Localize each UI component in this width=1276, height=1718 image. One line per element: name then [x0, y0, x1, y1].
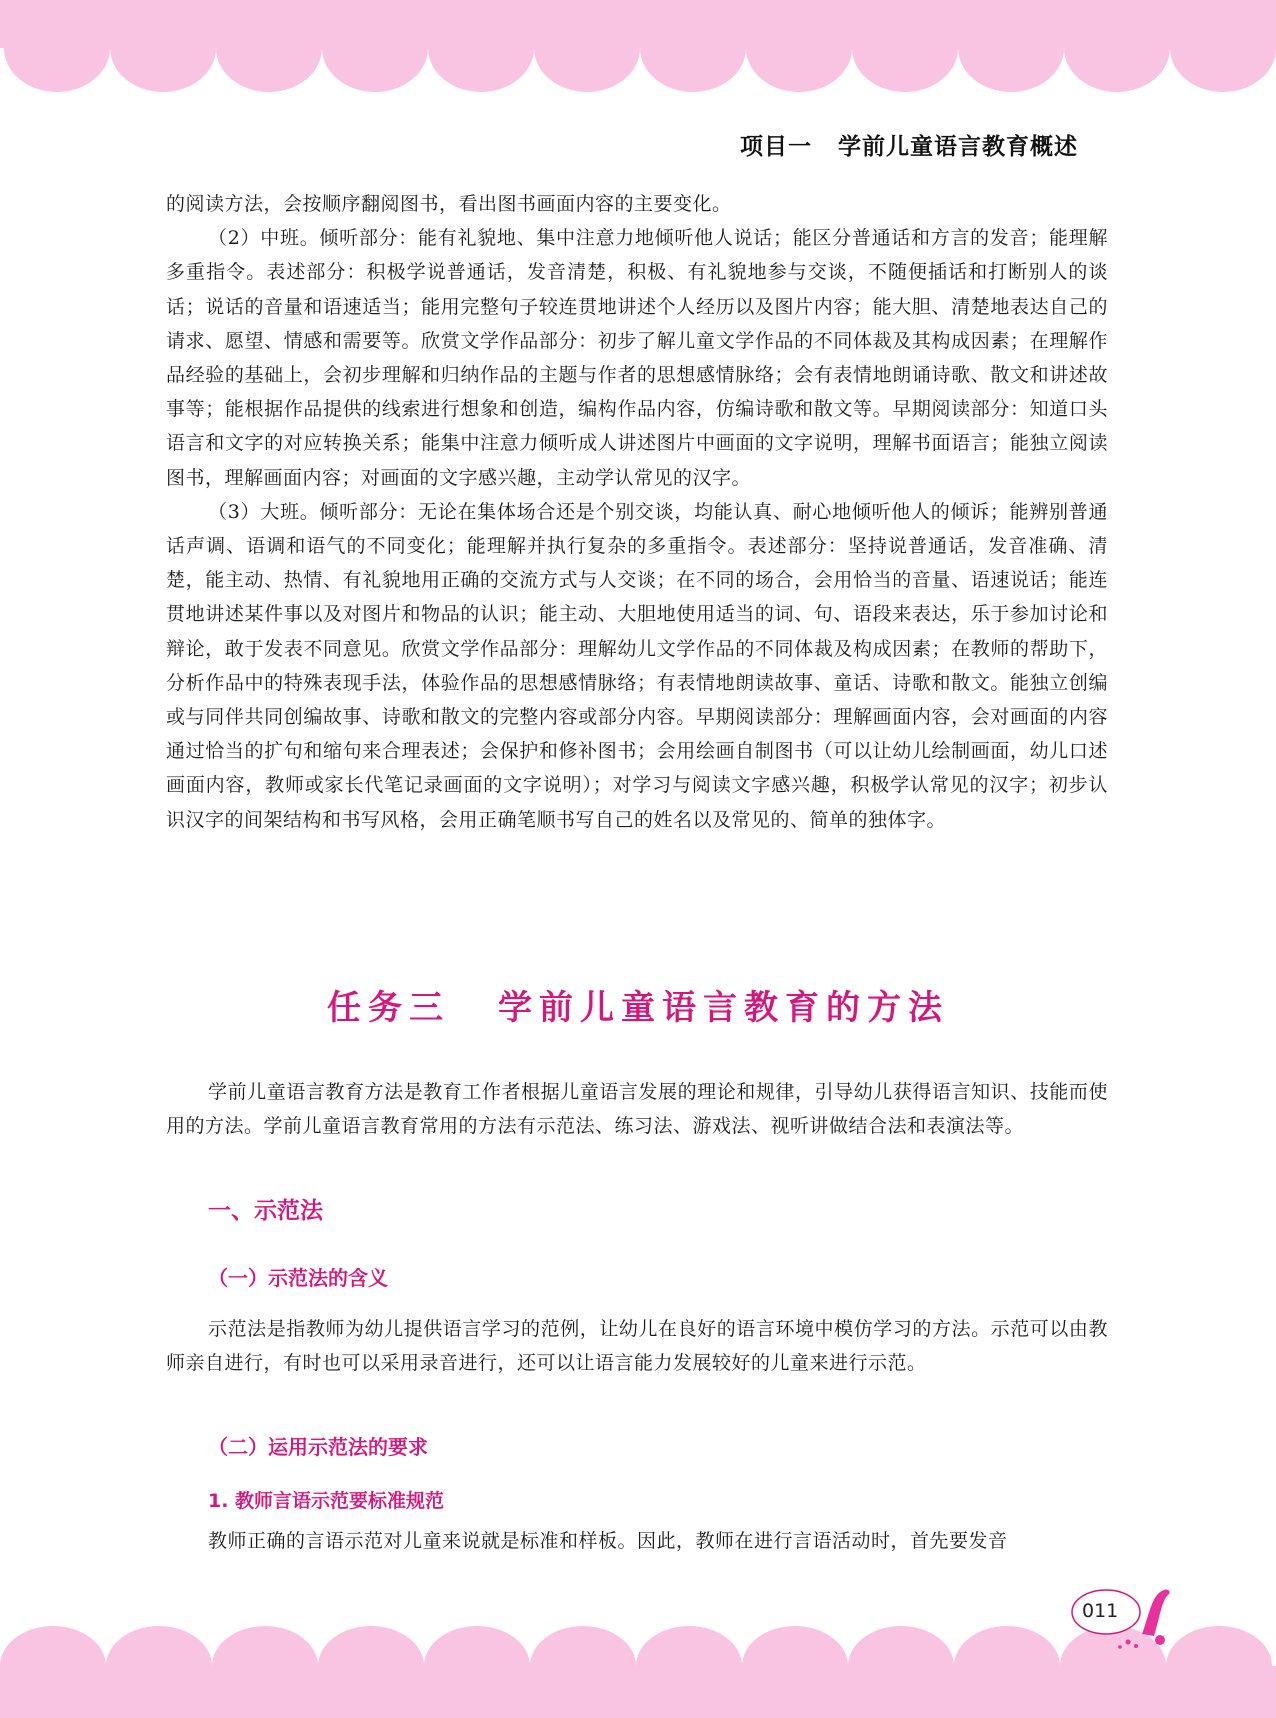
section-intro	[166, 1075, 1108, 1143]
meaning-paragraph: 示范法是指教师为幼儿提供语言学习的范例，让幼儿在良好的语言环境中模仿学习的方法。示范可以由教师亲自进行，有时也可以采用录音进行，还可以让语言能力发展较好的儿童来进行示范。	[166, 1318, 1108, 1375]
middle-class-paragraph: （2）中班。倾听部分：能有礼貌地、集中注意力地倾听他人说话；能区分普通话和方言的发音；能理解多重指令。表述部分：积极学说普通话，发音清楚，积极、有礼貌地参与交谈，不随便插话和打断别人的谈话；说话的音量和语速适当；能用完整句子较连贯地讲述个人经历以及图片内容；能大胆、清楚地表达自己的请求、愿望、情感和需要等。欣赏文学作品部分：初步了解儿童文学作品的不同体裁及其构成因素；在理解作品经验的基础上，会初步理解和归纳作品的主题与作者的思想感情脉络；会有表情地朗诵诗歌、散文和讲述故事等；能根据作品提供的线索进行想象和创造，编构作品内容，仿编诗歌和散文等。早期阅读部分：知道口头语言和文字的对应转换关系；能集中注意力倾听成人讲述图片中画面的文字说明，理解书面语言；能独立阅读图书，理解画面内容；对画面的文字感兴趣，主动学认常见的汉字。	[166, 227, 1108, 489]
senior-class-paragraph: （3）大班。倾听部分：无论在集体场合还是个别交谈，均能认真、耐心地倾听他人的倾诉；能辨别普通话声调、语调和语气的不同变化；能理解并执行复杂的多重指令。表述部分：坚持说普通话，发音准确、清楚，能主动、热情、有礼貌地用正确的交流方式与人交谈；在不同的场合，会用恰当的音量、语速说话；能连贯地讲述某件事以及对图片和物品的认识；能主动、大胆地使用适当的词、句、语段来表达，乐于参加讨论和辩论，敢于发表不同意见。欣赏文学作品部分：理解幼儿文学作品的不同体裁及构成因素；在教师的帮助下，分析作品中的特殊表现手法，体验作品的思想感情脉络；有表情地朗读故事、童话、诗歌和散文。能独立创编或与同伴共同创编故事、诗歌和散文的完整内容或部分内容。早期阅读部分：理解画面内容，会对画面的内容通过恰当的扩句和缩句来合理表述；会保护和修补图书；会用绘画自制图书（可以让幼儿绘制画面，幼儿口述画面内容，教师或家长代笔记录画面的文字说明）；对学习与阅读文字感兴趣，积极学认常见的汉字；初步认识汉字的间架结构和书写风格，会用正确笔顺书写自己的姓名以及常见的、简单的独体字。	[166, 500, 1108, 831]
heading-teacher-standard: 1. 教师言语示范要标准规范	[208, 1490, 445, 1512]
header-project: 项目一	[740, 134, 812, 160]
running-header	[740, 128, 1078, 161]
intro-paragraph: 学前儿童语言教育方法是教育工作者根据儿童语言发展的理论和规律，引导幼儿获得语言知识、技能而使用的方法。学前儿童语言教育常用的方法有示范法、练习法、游戏法、视听讲做结合法和表演法等。	[166, 1081, 1108, 1138]
body-upper	[166, 187, 1108, 837]
heading-demonstration-method: 一、示范法	[208, 1198, 323, 1224]
header-title: 学前儿童语言教育概述	[838, 134, 1078, 160]
section-number: 任务三	[327, 988, 450, 1028]
continuation-paragraph: 的阅读方法，会按顺序翻阅图书，看出图书画面内容的主要变化。	[166, 193, 732, 215]
standard-paragraph: 教师正确的言语示范对儿童来说就是标准和样板。因此，教师在进行言语活动时，首先要发音	[208, 1530, 1008, 1552]
top-scallop-band	[0, 0, 1276, 100]
section-heading: 学前儿童语言教育的方法	[498, 988, 949, 1028]
page-number: 011	[1082, 1600, 1119, 1622]
heading-method-meaning: （一）示范法的含义	[208, 1266, 388, 1290]
section-title	[0, 980, 1276, 1029]
standard-block	[166, 1524, 1108, 1558]
heading-method-requirements: （二）运用示范法的要求	[208, 1435, 428, 1459]
meaning-block	[166, 1312, 1108, 1380]
